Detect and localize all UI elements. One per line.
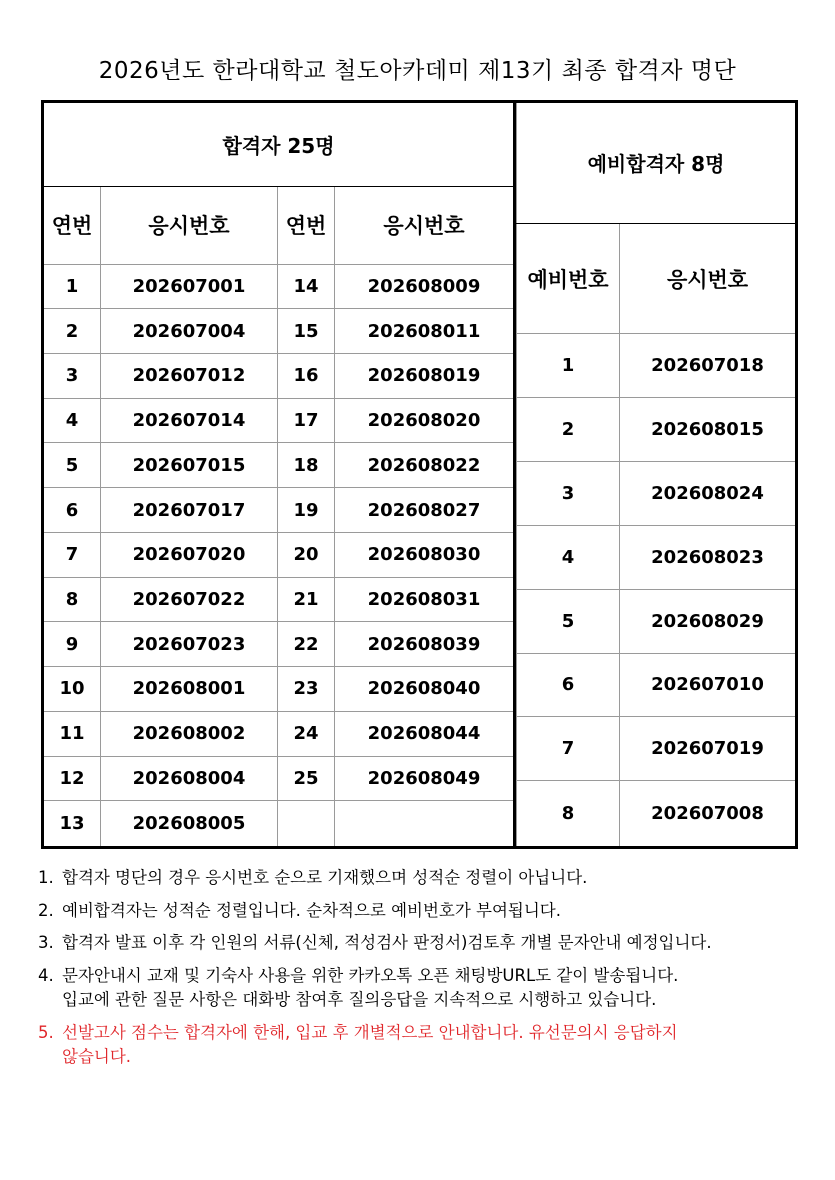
seq-cell: 23 bbox=[278, 667, 335, 712]
seq-cell: 7 bbox=[43, 532, 101, 577]
id-cell: 202608030 bbox=[335, 532, 515, 577]
seq-cell: 16 bbox=[278, 354, 335, 399]
seq-cell: 3 bbox=[43, 354, 101, 399]
seq-cell: 4 bbox=[43, 398, 101, 443]
note-number: 4. bbox=[38, 965, 54, 985]
passed-rows bbox=[43, 264, 515, 847]
col-reserve-id: 응시번호 bbox=[620, 223, 797, 333]
id-cell: 202608039 bbox=[335, 622, 515, 667]
reserve-seq-cell: 8 bbox=[517, 781, 620, 848]
page-title: 2026년도 한라대학교 철도아카데미 제13기 최종 합격자 명단 bbox=[98, 58, 737, 84]
results-tables bbox=[41, 100, 793, 849]
id-cell: 202608005 bbox=[101, 801, 278, 848]
reserve-id-cell: 202607010 bbox=[620, 653, 797, 717]
id-cell: 202608031 bbox=[335, 577, 515, 622]
seq-cell: 11 bbox=[43, 711, 101, 756]
table-row bbox=[43, 309, 515, 354]
note-item bbox=[38, 1022, 808, 1074]
note-item bbox=[38, 900, 808, 928]
col-seq-left: 연번 bbox=[43, 187, 101, 264]
note-text bbox=[62, 1022, 808, 1074]
table-row bbox=[517, 525, 797, 589]
reserve-id-cell: 202607008 bbox=[620, 781, 797, 848]
reserve-header: 예비합격자 8명 bbox=[517, 102, 797, 224]
id-cell: 202607004 bbox=[101, 309, 278, 354]
table-row bbox=[43, 756, 515, 801]
col-id-left: 응시번호 bbox=[101, 187, 278, 264]
col-id-right: 응시번호 bbox=[335, 187, 515, 264]
table-row bbox=[43, 801, 515, 848]
seq-cell: 24 bbox=[278, 711, 335, 756]
table-row bbox=[517, 653, 797, 717]
table-row bbox=[43, 398, 515, 443]
id-cell: 202607014 bbox=[101, 398, 278, 443]
id-cell: 202608011 bbox=[335, 309, 515, 354]
note-line: 선발고사 점수는 합격자에 한해, 입교 후 개별적으로 안내합니다. 유선문의시 응답하지 bbox=[62, 1022, 678, 1042]
id-cell: 202607015 bbox=[101, 443, 278, 488]
id-cell: 202607012 bbox=[101, 354, 278, 399]
seq-cell: 1 bbox=[43, 264, 101, 309]
seq-cell: 18 bbox=[278, 443, 335, 488]
table-row bbox=[517, 589, 797, 653]
table-row bbox=[43, 622, 515, 667]
reserve-id-cell: 202608023 bbox=[620, 525, 797, 589]
reserve-id-cell: 202608024 bbox=[620, 461, 797, 525]
reserve-id-cell: 202607018 bbox=[620, 334, 797, 398]
id-cell: 202608040 bbox=[335, 667, 515, 712]
reserve-id-cell: 202608029 bbox=[620, 589, 797, 653]
seq-cell: 20 bbox=[278, 532, 335, 577]
seq-cell: 15 bbox=[278, 309, 335, 354]
table-row bbox=[43, 577, 515, 622]
table-row bbox=[517, 781, 797, 848]
table-row bbox=[517, 398, 797, 462]
id-cell: 202608019 bbox=[335, 354, 515, 399]
reserve-seq-cell: 2 bbox=[517, 398, 620, 462]
id-cell: 202608027 bbox=[335, 488, 515, 533]
id-cell: 202608022 bbox=[335, 443, 515, 488]
notes-list bbox=[38, 870, 808, 1082]
note-line: 않습니다. bbox=[62, 1047, 132, 1066]
seq-cell: 25 bbox=[278, 756, 335, 801]
table-row bbox=[43, 532, 515, 577]
table-row bbox=[43, 264, 515, 309]
seq-cell: 6 bbox=[43, 488, 101, 533]
seq-cell: 5 bbox=[43, 443, 101, 488]
note-text bbox=[62, 935, 808, 960]
id-cell: 202607017 bbox=[101, 488, 278, 533]
note-text bbox=[62, 965, 808, 1017]
id-cell: 202608044 bbox=[335, 711, 515, 756]
seq-cell: 8 bbox=[43, 577, 101, 622]
note-number: 1. bbox=[38, 868, 54, 887]
note-text bbox=[62, 870, 808, 895]
id-cell: 202608004 bbox=[101, 756, 278, 801]
reserve-seq-cell: 4 bbox=[517, 525, 620, 589]
note-item bbox=[38, 935, 808, 960]
id-cell: 202607023 bbox=[101, 622, 278, 667]
seq-cell: 21 bbox=[278, 577, 335, 622]
reserve-seq-cell: 6 bbox=[517, 653, 620, 717]
table-row bbox=[43, 667, 515, 712]
reserve-seq-cell: 5 bbox=[517, 589, 620, 653]
note-line: 합격자 발표 이후 각 인원의 서류(신체, 적성검사 판정서)검토후 개별 문자안내 예정입니다. bbox=[62, 933, 712, 952]
seq-cell: 14 bbox=[278, 264, 335, 309]
seq-cell: 22 bbox=[278, 622, 335, 667]
note-text bbox=[62, 900, 808, 928]
note-line: 입교에 관한 질문 사항은 대화방 참여후 질의응답을 지속적으로 시행하고 있습니다. bbox=[62, 990, 657, 1009]
col-seq-right: 연번 bbox=[278, 187, 335, 264]
note-line: 합격자 명단의 경우 응시번호 순으로 기재했으며 성적순 정렬이 아닙니다. bbox=[62, 868, 588, 887]
id-cell: 202607020 bbox=[101, 532, 278, 577]
table-row bbox=[43, 443, 515, 488]
seq-cell bbox=[278, 801, 335, 848]
table-row bbox=[517, 334, 797, 398]
passed-header: 합격자 25명 bbox=[43, 102, 515, 187]
seq-cell: 12 bbox=[43, 756, 101, 801]
id-cell: 202608049 bbox=[335, 756, 515, 801]
seq-cell: 19 bbox=[278, 488, 335, 533]
seq-cell: 10 bbox=[43, 667, 101, 712]
reserve-seq-cell: 7 bbox=[517, 717, 620, 781]
reserve-seq-cell: 1 bbox=[517, 334, 620, 398]
reserve-table bbox=[516, 100, 798, 849]
id-cell: 202608001 bbox=[101, 667, 278, 712]
reserve-id-cell: 202608015 bbox=[620, 398, 797, 462]
col-reserve-seq: 예비번호 bbox=[517, 223, 620, 333]
note-line: 예비합격자는 성적순 정렬입니다. 순차적으로 예비번호가 부여됩니다. bbox=[62, 900, 561, 920]
note-line: 문자안내시 교재 및 기숙사 사용을 위한 카카오톡 오픈 채팅방URL도 같이 발송됩니다. bbox=[62, 965, 679, 985]
table-row bbox=[517, 717, 797, 781]
note-number: 2. bbox=[38, 900, 54, 920]
table-row bbox=[43, 488, 515, 533]
id-cell: 202608002 bbox=[101, 711, 278, 756]
reserve-id-cell: 202607019 bbox=[620, 717, 797, 781]
id-cell: 202607001 bbox=[101, 264, 278, 309]
note-item bbox=[38, 870, 808, 895]
table-row bbox=[43, 354, 515, 399]
seq-cell: 17 bbox=[278, 398, 335, 443]
reserve-seq-cell: 3 bbox=[517, 461, 620, 525]
id-cell: 202608009 bbox=[335, 264, 515, 309]
seq-cell: 13 bbox=[43, 801, 101, 848]
id-cell: 202608020 bbox=[335, 398, 515, 443]
note-number: 5. bbox=[38, 1022, 54, 1042]
passed-table bbox=[41, 100, 516, 849]
id-cell: 202607022 bbox=[101, 577, 278, 622]
seq-cell: 9 bbox=[43, 622, 101, 667]
table-row bbox=[517, 461, 797, 525]
note-number: 3. bbox=[38, 933, 54, 952]
seq-cell: 2 bbox=[43, 309, 101, 354]
id-cell bbox=[335, 801, 515, 848]
note-item bbox=[38, 965, 808, 1017]
reserve-rows bbox=[517, 334, 797, 848]
table-row bbox=[43, 711, 515, 756]
